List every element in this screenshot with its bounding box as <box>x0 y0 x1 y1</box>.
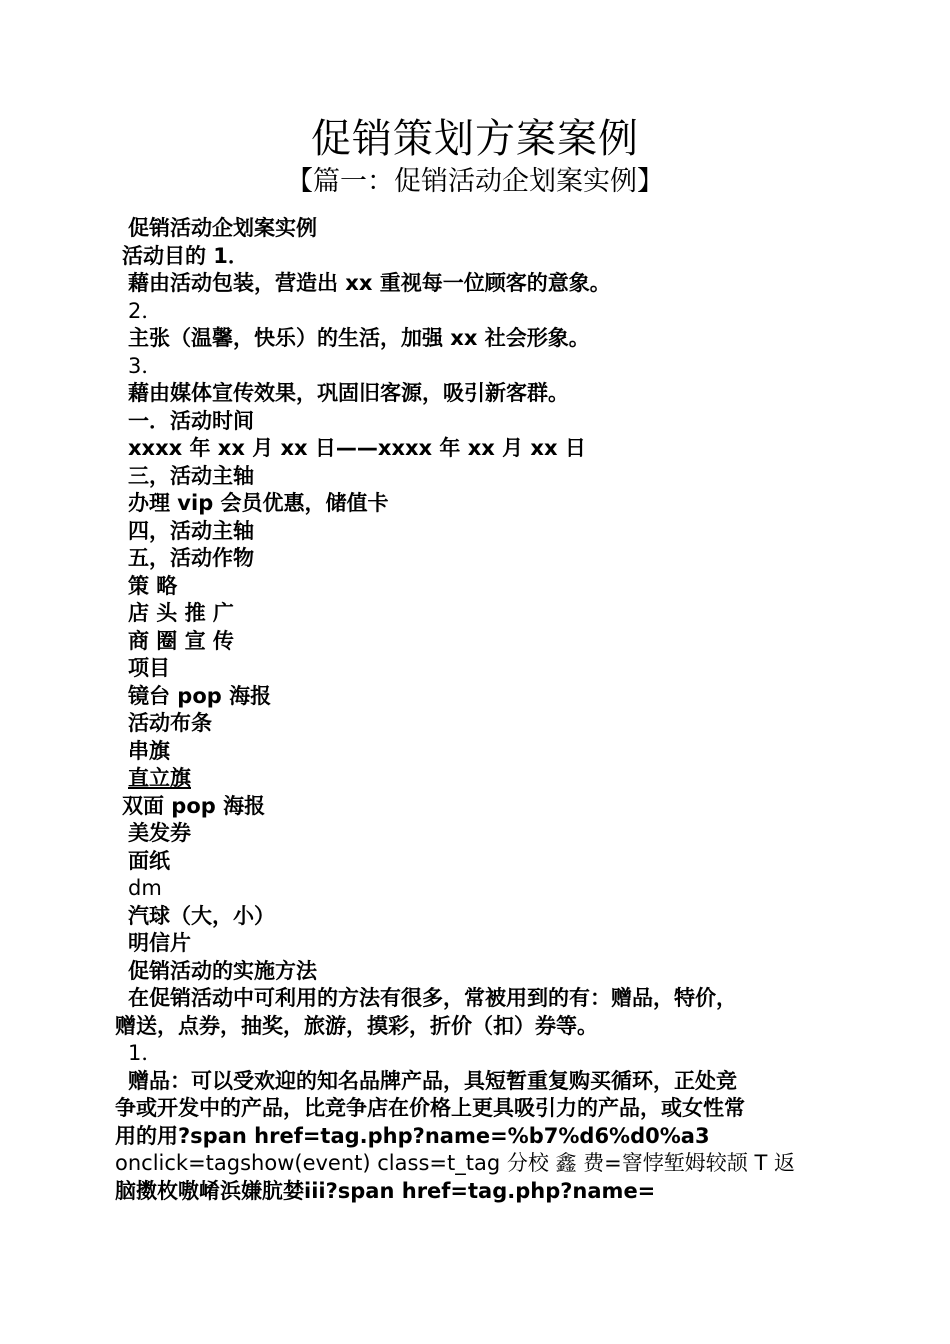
text-line: 1． <box>128 1041 163 1065</box>
text-line: 赠送，点券，抽奖，旅游，摸彩，折价（扣）券等。 <box>115 1013 598 1038</box>
document-body <box>0 215 950 1205</box>
text-line: 3． <box>128 353 163 378</box>
text-line: 赠品：可以受欢迎的知名品牌产品，具短暂重复购买循环，正处竞 <box>128 1068 737 1093</box>
text-line: 店 头 推 广 <box>128 601 234 625</box>
text-line: 主张（温馨，快乐）的生活，加强 xx 社会形象。 <box>128 326 590 350</box>
text-line: 面纸 <box>128 848 170 873</box>
text-line: 项目 <box>128 656 170 680</box>
text-line: 汽球（大，小） <box>128 903 275 928</box>
document-title: 促销策划方案案例 <box>311 116 639 162</box>
text-line: 脑擞枚嗷崤浜嫌肮婪iii?span href=tag.php?name= <box>115 1178 656 1203</box>
text-line: 促销活动的实施方法 <box>128 958 317 983</box>
text-line: 争或开发中的产品，比竞争店在价格上更具吸引力的产品，或女性常 <box>115 1096 745 1120</box>
text-line: 藉由活动包装，营造出 xx 重视每一位顾客的意象。 <box>128 271 611 295</box>
text-line: dm <box>128 876 162 900</box>
text-line: 镜台 pop 海报 <box>128 683 272 708</box>
text-line: 策 略 <box>128 573 178 598</box>
text-line: 活动目的 1． <box>122 243 249 268</box>
text-line: 藉由媒体宣传效果，巩固旧客源，吸引新客群。 <box>128 381 569 405</box>
text-line: 美发券 <box>128 821 191 845</box>
text-line: 商 圈 宣 传 <box>128 628 234 653</box>
underlined-text: 直立旗 <box>128 766 191 790</box>
text-line: 一．活动时间 <box>128 408 254 433</box>
text-line: 串旗 <box>128 738 170 763</box>
text-line: 活动布条 <box>128 711 212 735</box>
text-line: 明信片 <box>128 931 191 955</box>
text-line: 2． <box>128 298 163 323</box>
text-line: onclick=tagshow(event) class=t_tag 分校 鑫 费=窨悖堑姆较颉 T 返 <box>115 1151 795 1175</box>
text-line: 双面 pop 海报 <box>122 793 266 818</box>
text-line: 三，活动主轴 <box>128 463 254 488</box>
document-subtitle: 【篇一：促销活动企划案实例】 <box>286 166 664 197</box>
text-line: 办理 vip 会员优惠，储值卡 <box>128 491 389 515</box>
text-line: 促销活动企划案实例 <box>128 216 317 240</box>
text-line: xxxx 年 xx 月 xx 日——xxxx 年 xx 月 xx 日 <box>128 436 586 460</box>
text-line: 在促销活动中可利用的方法有很多，常被用到的有：赠品，特价， <box>128 986 737 1010</box>
text-line: 五，活动作物 <box>128 546 254 570</box>
text-line: 用的用?span href=tag.php?name=%b7%d6%d0%a3 <box>115 1123 710 1148</box>
text-line <box>0 765 950 793</box>
text-line: 四，活动主轴 <box>128 518 254 543</box>
